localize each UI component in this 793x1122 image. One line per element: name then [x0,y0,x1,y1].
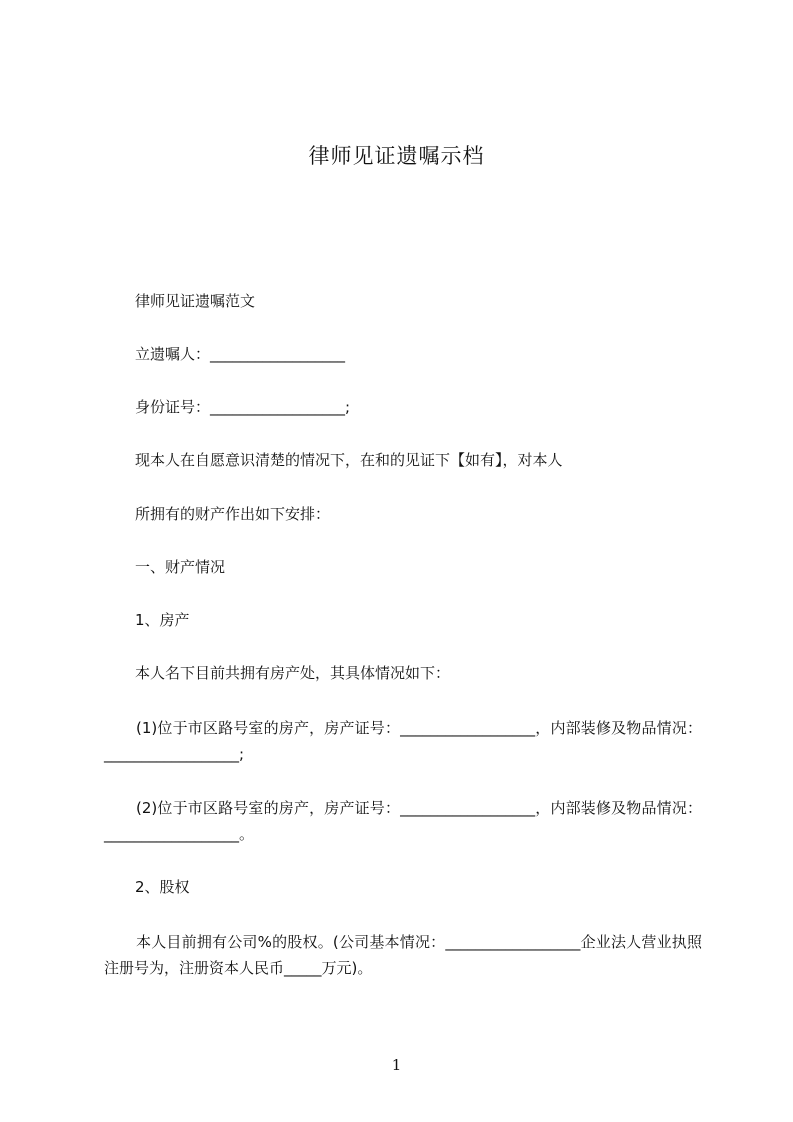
section-heading-property: 一、财产情况 [135,558,226,576]
item-heading-equity: 2、股权 [135,878,190,896]
property-item-1: (1)位于市区路号室的房产，房产证号：__________________，内部装修及物品情况：__________________; [104,719,702,763]
id-number-line: 身份证号：__________________; [135,398,351,416]
document-title: 律师见证遗嘱示档 [308,144,485,168]
real-estate-intro: 本人名下目前共拥有房产处，其具体情况如下： [135,664,451,682]
item-heading-real-estate: 1、房产 [135,611,190,629]
property-item-2: (2)位于市区路号室的房产，房产证号：__________________，内部装修及物品情况：__________________。 [104,799,702,843]
intro-line-1: 现本人在自愿意识清楚的情况下，在和的见证下【如有】，对本人 [135,451,563,469]
page-number: 1 [391,1056,402,1074]
document-subtitle: 律师见证遗嘱范文 [135,292,256,310]
intro-line-2: 所拥有的财产作出如下安排： [135,505,331,523]
equity-paragraph: 本人目前拥有公司%的股权。(公司基本情况：__________________企业法人营业执照注册号为，注册资本人民币_____万元)。 [104,933,702,977]
testator-line: 立遗嘱人：__________________ [135,345,346,363]
